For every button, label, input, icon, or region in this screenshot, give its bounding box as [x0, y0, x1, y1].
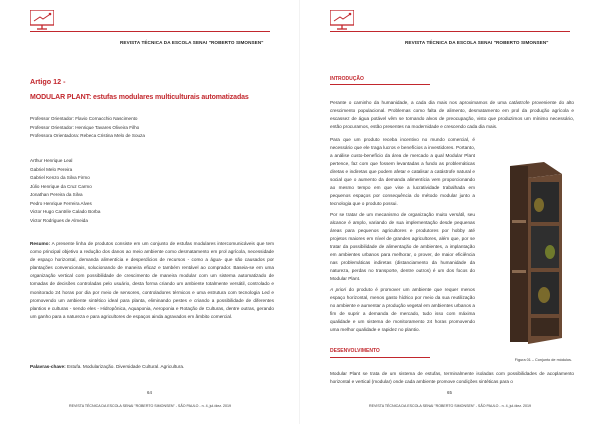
page-footer: REVISTA TÉCNICA DA ESCOLA SENAI "ROBERTO SIMONSEN" - SÃO PAULO - n. 4, jul./dez. 2019: [69, 404, 231, 408]
author-line: Gabriel Kenzo da Silva Firmo: [30, 175, 90, 180]
intro-paragraph: Por se tratar de um mecanismo de organização muito versátil, seu alcance é amplo, variando de sua implementação desde pequenas áreas para pequenos agricultores e produtores por hobby até projetos maiores em nível de grandes agricultores, além que, por se tratar da possibilidade de alimentação de ambientes, a implantação em ambientes urbanos para melhorar, o prover, de maior eficiência nas problemáticas indiretas (distanciamento da humanidade da natureza, perdas no transporte, dentre outros) é um dos focos do Modular Plant.: [330, 212, 475, 281]
keywords-label: Palavras-chave:: [30, 364, 66, 369]
journal-title: REVISTA TÉCNICA DA ESCOLA SENAI "ROBERTO SIMONSEN": [120, 40, 264, 45]
journal-title: REVISTA TÉCNICA DA ESCOLA SENAI "ROBERTO SIMONSEN": [405, 40, 549, 45]
intro-heading: INTRODUÇÃO: [330, 76, 364, 82]
abstract-text: A presente linha de produtos consiste em um conjunto de estufas modulares intercomunicáveis que tem como principal objetivo a redução dos danos ao meio ambiente como desmatamento em prol agrícola, necessidade de espaço horizontal, demanda alimentícia e desperdícios de recursos - como a água- que são causados por plantações convencionais, solucionando de maneira eficaz e também rentável ao comprador. Baseia-se em uma organização vertical com possibilidade de crescimento de maneira modular com um sistema automatizado de tomadas de decisões controladas pelo usuário, desta forma criando um ambiente totalmente versátil, controlado e monitorado 24 horas por dia por meio de sensores, controladores térmicos e uma estrutura com tecnologia Led e promovendo um ambiente sintético ideal para planta, eliminando pestes e criando a possibilidade de diferentes plantios e culturas - sendo eles - Hidropônica, Aquaponia, Aeroponia e Rotação de Culturas, dentre outras, gerando um ganho para a natureza e para agricultores de espaços ainda agravados em âmbito comercial.: [30, 241, 275, 319]
intro-paragraph: Perante o caminho da humanidade, a cada dia mais nos aproximamos de uma catástrofe proveniente do alto crescimento populacional. Problemas como falta de alimento, desmatamento em prol da produção agrícola e escassez de água potável vêm se tornando alvos de preocupação, visto que produzimos um mínimo necessário, então procuramos, estão presentes na modernidade e crescendo cada dia mais.: [330, 100, 574, 129]
intro-paragraphs: [330, 99, 574, 134]
modular-plant-figure: [482, 160, 572, 354]
abstract-label: Resumo:: [30, 241, 51, 246]
page-number: 64: [147, 390, 152, 395]
intro-paragraph-text: do produto é promover um ambiente que requer menos espaço horizontal, menos gasto hídrico por meio da sua reutilização no ambiente e aumentar a produção vegetal em ambientes urbanos a fim de suprir a demanda de mercado, tudo isso com máxima qualidade e um sistema de monitoramento 24 horas promovendo uma melhor qualidade e rapidez no plantio.: [330, 287, 475, 332]
keywords-text: Estufa. Modularização. Diversidade Cultural. Agricultura.: [67, 364, 185, 369]
page-footer: REVISTA TÉCNICA DA ESCOLA SENAI "ROBERTO SIMONSEN" - SÃO PAULO - n. 4, jul./dez. 2019: [369, 404, 531, 408]
intro-paragraph: [330, 286, 475, 334]
article-number: Artigo 12 -: [30, 77, 66, 86]
authors-list: [30, 157, 100, 225]
author-line: Gabriel Melo Pereira: [30, 166, 73, 172]
development-heading: DESENVOLVIMENTO: [330, 348, 380, 354]
author-line: Júlio Henrique da Cruz Carmo: [30, 183, 92, 189]
author-line: Jonathan Pereira da Silva: [30, 192, 83, 197]
figure-caption: Figura 01 – Conjunto de módulos.: [514, 358, 572, 362]
development-heading-rule: [330, 357, 430, 358]
development-text: Modular Plant se trata de um sistema de estufas, terminalmente isoladas com possibilidades de acoplamento horizontal e vertical (modular) onde cada ambiente promove condições sintéticas para o: [330, 371, 574, 384]
article-title: MODULAR PLANT: estufas modulares multiculturais automatizadas: [30, 94, 249, 101]
journal-logo-icon: [30, 10, 54, 30]
header-rule: [330, 31, 570, 32]
keywords: [30, 364, 184, 369]
page-number: 65: [447, 390, 452, 395]
intro-paragraph: Para que um produto receba incentivo no mundo comercial, é necessário que ele traga lucros e benefícios a investidores. Portanto, a análise custo-benefício da área de mercado a qual Modular Plant pertence, faz com que fossem levantadas a fundo as problemáticas diretas e indiretas que podem afetar e catalisar a catástrofe natural e social que o aumento da demanda alimentícia vem proporcionando ao mesmo tempo em que vise a lucratividade trabalhada em pequenos espaços por consequência do método modular junto a tecnologia que o produto possui.: [330, 137, 475, 206]
author-line: Pedro Henrique Ferreira Alves: [30, 200, 92, 206]
header-rule: [30, 31, 270, 32]
advisor-line: Professor Orientador: Henrique Tavares Oliveira Filho: [30, 124, 140, 130]
author-line: Arthur Henrique Leal: [30, 158, 73, 163]
intro-emphasis: A priori: [330, 287, 347, 292]
author-line: Victor Hugo Cantrile Calado Borba: [30, 209, 101, 214]
journal-logo-icon: [330, 10, 354, 30]
intro-heading-rule: [330, 84, 430, 85]
right-page: [300, 0, 600, 424]
author-line: Victor Rodrigues de Almeida: [30, 217, 88, 223]
advisor-line: Professora Orientadora: Rebeca Cristina Melo de Souza: [30, 133, 145, 138]
advisors-list: [30, 115, 145, 141]
abstract: [30, 240, 274, 321]
intro-paragraphs-narrow: [330, 136, 475, 337]
advisor-line: Professor Orientador: Flavio Cornacchio Nascimento: [30, 116, 138, 121]
